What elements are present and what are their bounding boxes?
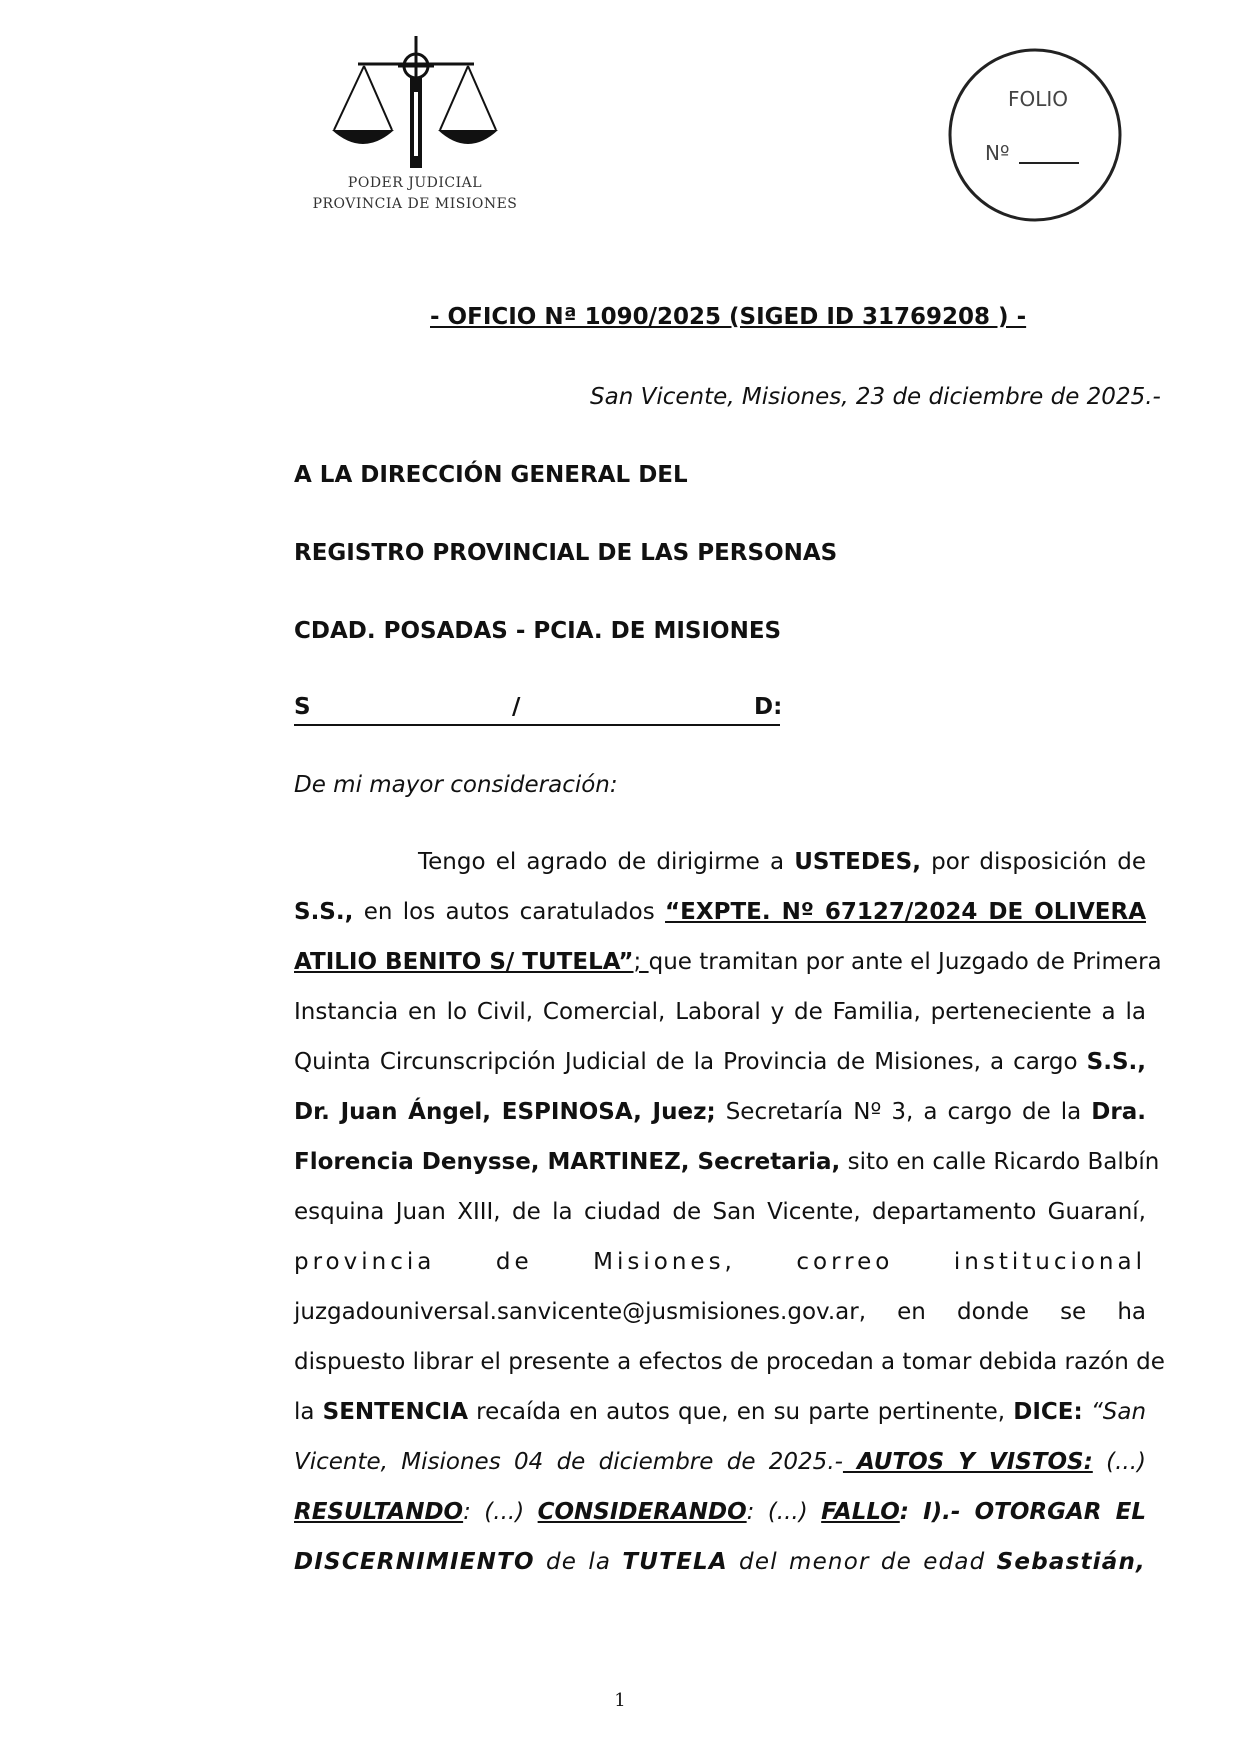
body-line: S.S., en los autos caratulados “EXPTE. Nº 67127/2024 DE OLIVERA — [294, 899, 1147, 925]
body-line: Florencia Denysse, MARTINEZ, Secretaria, sito en calle Ricardo Balbín — [294, 1149, 1160, 1175]
body-line: RESULTANDO: (...) CONSIDERANDO: (...) FALLO: I).- OTORGAR EL — [294, 1499, 1146, 1525]
body-line: ATILIO BENITO S/ TUTELA”; que tramitan por ante el Juzgado de Primera — [294, 949, 1162, 975]
folio-stamp — [945, 45, 1125, 225]
body-line: Quinta Circunscripción Judicial de la Provincia de Misiones, a cargo S.S., — [294, 1049, 1146, 1075]
scales-of-justice-icon — [330, 30, 500, 170]
body-line: Vicente, Misiones 04 de diciembre de 2025.- AUTOS Y VISTOS: (...) — [294, 1449, 1146, 1475]
recipient-line-1: A LA DIRECCIÓN GENERAL DEL — [294, 462, 688, 488]
sd-line — [294, 694, 783, 726]
folio-label: FOLIO — [1008, 87, 1069, 111]
sd-slash: / — [512, 694, 521, 720]
folio-number-line — [1019, 162, 1079, 164]
judicial-logo — [300, 30, 530, 220]
body-line: Instancia en lo Civil, Comercial, Laboral y de Familia, perteneciente a la — [294, 999, 1146, 1025]
body-line: Dr. Juan Ángel, ESPINOSA, Juez; Secretaría Nº 3, a cargo de la Dra. — [294, 1099, 1146, 1125]
page-number: 1 — [614, 1690, 626, 1711]
logo-text-line1: PODER JUDICIAL — [347, 175, 483, 191]
body-line-email: juzgadouniversal.sanvicente@jusmisiones.gov.ar, en donde se ha — [294, 1299, 1146, 1325]
body-line: dispuesto librar el presente a efectos de procedan a tomar debida razón de — [294, 1349, 1165, 1375]
sd-s: S — [294, 694, 311, 720]
stamp-circle-icon — [945, 45, 1125, 225]
recipient-line-2: REGISTRO PROVINCIAL DE LAS PERSONAS — [294, 540, 838, 566]
document-title: - OFICIO Nª 1090/2025 (SIGED ID 31769208 ) - — [430, 304, 1027, 330]
body-line: Tengo el agrado de dirigirme a USTEDES, por disposición de — [418, 849, 1146, 875]
document-date: San Vicente, Misiones, 23 de diciembre de 2025.- — [590, 384, 1161, 410]
sd-d: D: — [754, 694, 783, 720]
body-line: la SENTENCIA recaída en autos que, en su parte pertinente, DICE: “San — [294, 1399, 1147, 1425]
body-line: esquina Juan XIII, de la ciudad de San Vicente, departamento Guaraní, — [294, 1199, 1146, 1225]
folio-number-label: Nº — [985, 141, 1010, 165]
greeting: De mi mayor consideración: — [294, 772, 618, 798]
body-line: DISCERNIMIENTO de la TUTELA del menor de edad Sebastián, — [294, 1549, 1146, 1575]
body-paragraph — [294, 845, 1165, 1595]
logo-text-line2: PROVINCIA DE MISIONES — [312, 196, 518, 212]
body-line: provincia de Misiones, correo institucional — [294, 1249, 1146, 1275]
recipient-line-3: CDAD. POSADAS - PCIA. DE MISIONES — [294, 618, 782, 644]
